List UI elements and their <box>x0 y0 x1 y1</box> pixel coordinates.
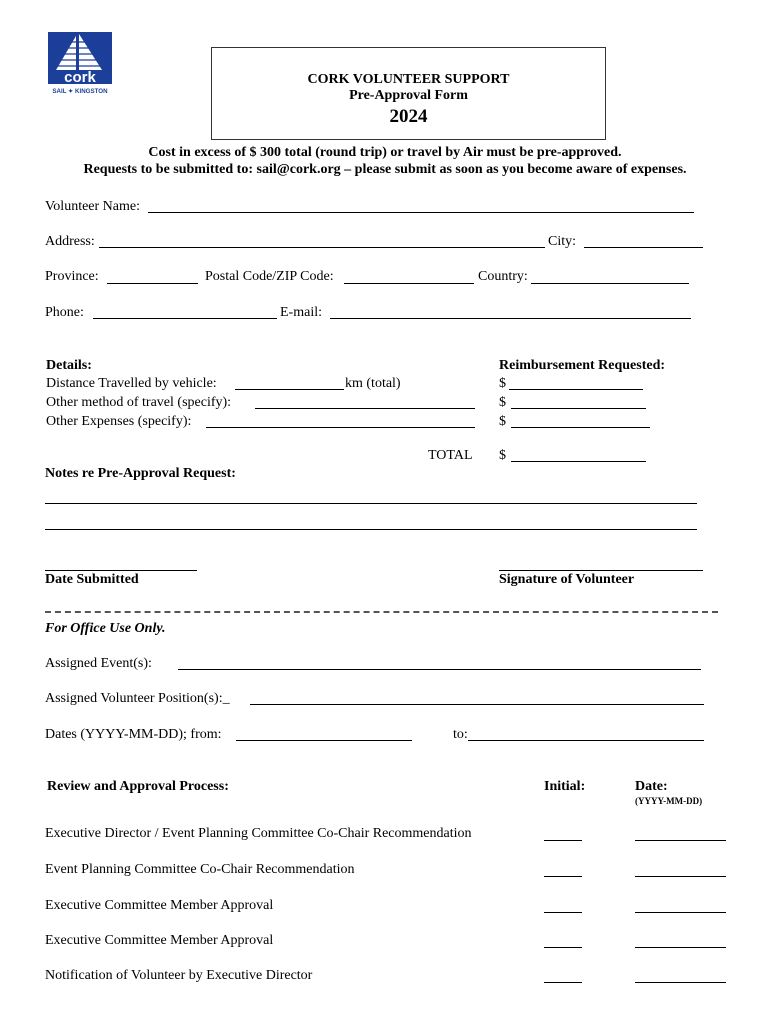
cork-logo <box>48 32 112 96</box>
form-title-box <box>211 47 606 140</box>
details-heading: Details: <box>46 358 92 373</box>
date-submitted-label: Date Submitted <box>45 572 139 587</box>
review-row-label: Executive Committee Member Approval <box>45 898 274 913</box>
notes-line-2[interactable] <box>45 529 697 530</box>
assigned-position-field[interactable] <box>250 704 704 705</box>
logo-subtitle: SAIL ✦ KINGSTON <box>52 88 108 95</box>
review-initial-field[interactable] <box>544 912 582 913</box>
review-date-field[interactable] <box>635 876 726 877</box>
date-column-header: Date: <box>635 779 668 794</box>
date-submitted-field[interactable] <box>45 570 197 571</box>
phone-field[interactable] <box>93 318 277 319</box>
logo-name: cork <box>64 69 96 86</box>
date-format-hint: (YYYY-MM-DD) <box>635 796 703 806</box>
review-row-label: Event Planning Committee Co-Chair Recommendation <box>45 862 355 877</box>
address-field[interactable] <box>99 247 545 248</box>
postal-code-field[interactable] <box>344 283 474 284</box>
currency-symbol: $ <box>499 414 506 429</box>
sail-logo-icon <box>48 32 112 96</box>
reimbursement-field-2[interactable] <box>511 408 646 409</box>
reimbursement-heading: Reimbursement Requested: <box>499 358 666 373</box>
review-initial-field[interactable] <box>544 947 582 948</box>
review-row-label: Notification of Volunteer by Executive Director <box>45 968 313 983</box>
review-date-field[interactable] <box>635 912 726 913</box>
currency-symbol: $ <box>499 395 506 410</box>
city-label: City: <box>548 234 577 249</box>
dates-to-field[interactable] <box>468 740 704 741</box>
currency-symbol: $ <box>499 376 506 391</box>
notes-heading: Notes re Pre-Approval Request: <box>45 466 236 481</box>
other-method-label: Other method of travel (specify): <box>46 395 232 410</box>
notice-line-2: Requests to be submitted to: sail@cork.org – please submit as soon as you become aware of expenses. <box>83 162 687 177</box>
city-field[interactable] <box>584 247 703 248</box>
distance-label: Distance Travelled by vehicle: <box>46 376 217 391</box>
signature-field[interactable] <box>499 570 703 571</box>
form-year: 2024 <box>389 106 428 127</box>
volunteer-name-field[interactable] <box>148 212 694 213</box>
reimbursement-total-field[interactable] <box>511 461 646 462</box>
review-initial-field[interactable] <box>544 876 582 877</box>
address-label: Address: <box>45 234 95 249</box>
review-date-field[interactable] <box>635 982 726 983</box>
currency-symbol: $ <box>499 448 506 463</box>
volunteer-name-label: Volunteer Name: <box>45 199 140 214</box>
signature-label: Signature of Volunteer <box>499 572 635 587</box>
distance-field[interactable] <box>235 389 344 390</box>
review-heading: Review and Approval Process: <box>47 779 229 794</box>
review-row-label: Executive Committee Member Approval <box>45 933 274 948</box>
province-field[interactable] <box>107 283 198 284</box>
other-expenses-field[interactable] <box>206 427 475 428</box>
email-field[interactable] <box>330 318 691 319</box>
total-label: TOTAL <box>428 448 473 463</box>
province-label: Province: <box>45 269 99 284</box>
assigned-events-field[interactable] <box>178 669 701 670</box>
review-initial-field[interactable] <box>544 840 582 841</box>
org-title: CORK VOLUNTEER SUPPORT <box>307 72 510 87</box>
initial-column-header: Initial: <box>544 779 586 794</box>
other-expenses-label: Other Expenses (specify): <box>46 414 192 429</box>
reimbursement-field-3[interactable] <box>511 427 650 428</box>
phone-label: Phone: <box>45 305 84 320</box>
notes-line-1[interactable] <box>45 503 697 504</box>
country-label: Country: <box>478 269 528 284</box>
postal-code-label: Postal Code/ZIP Code: <box>205 269 334 284</box>
office-use-heading: For Office Use Only. <box>45 621 166 636</box>
dates-from-field[interactable] <box>236 740 412 741</box>
review-date-field[interactable] <box>635 947 726 948</box>
cut-line-divider <box>45 611 718 613</box>
review-row-label: Executive Director / Event Planning Committee Co-Chair Recommendation <box>45 826 472 841</box>
assigned-events-label: Assigned Event(s): <box>45 656 152 671</box>
review-initial-field[interactable] <box>544 982 582 983</box>
form-name: Pre-Approval Form <box>349 88 468 103</box>
dates-to-label: to: <box>453 727 468 742</box>
review-date-field[interactable] <box>635 840 726 841</box>
km-unit-label: km (total) <box>345 376 401 391</box>
country-field[interactable] <box>531 283 689 284</box>
email-label: E-mail: <box>280 305 322 320</box>
other-method-field[interactable] <box>255 408 475 409</box>
notice-line-1: Cost in excess of $ 300 total (round trip) or travel by Air must be pre-approved. <box>148 145 622 160</box>
assigned-position-label: Assigned Volunteer Position(s):_ <box>45 691 230 706</box>
dates-from-label: Dates (YYYY-MM-DD); from: <box>45 727 222 742</box>
reimbursement-field-1[interactable] <box>509 389 643 390</box>
